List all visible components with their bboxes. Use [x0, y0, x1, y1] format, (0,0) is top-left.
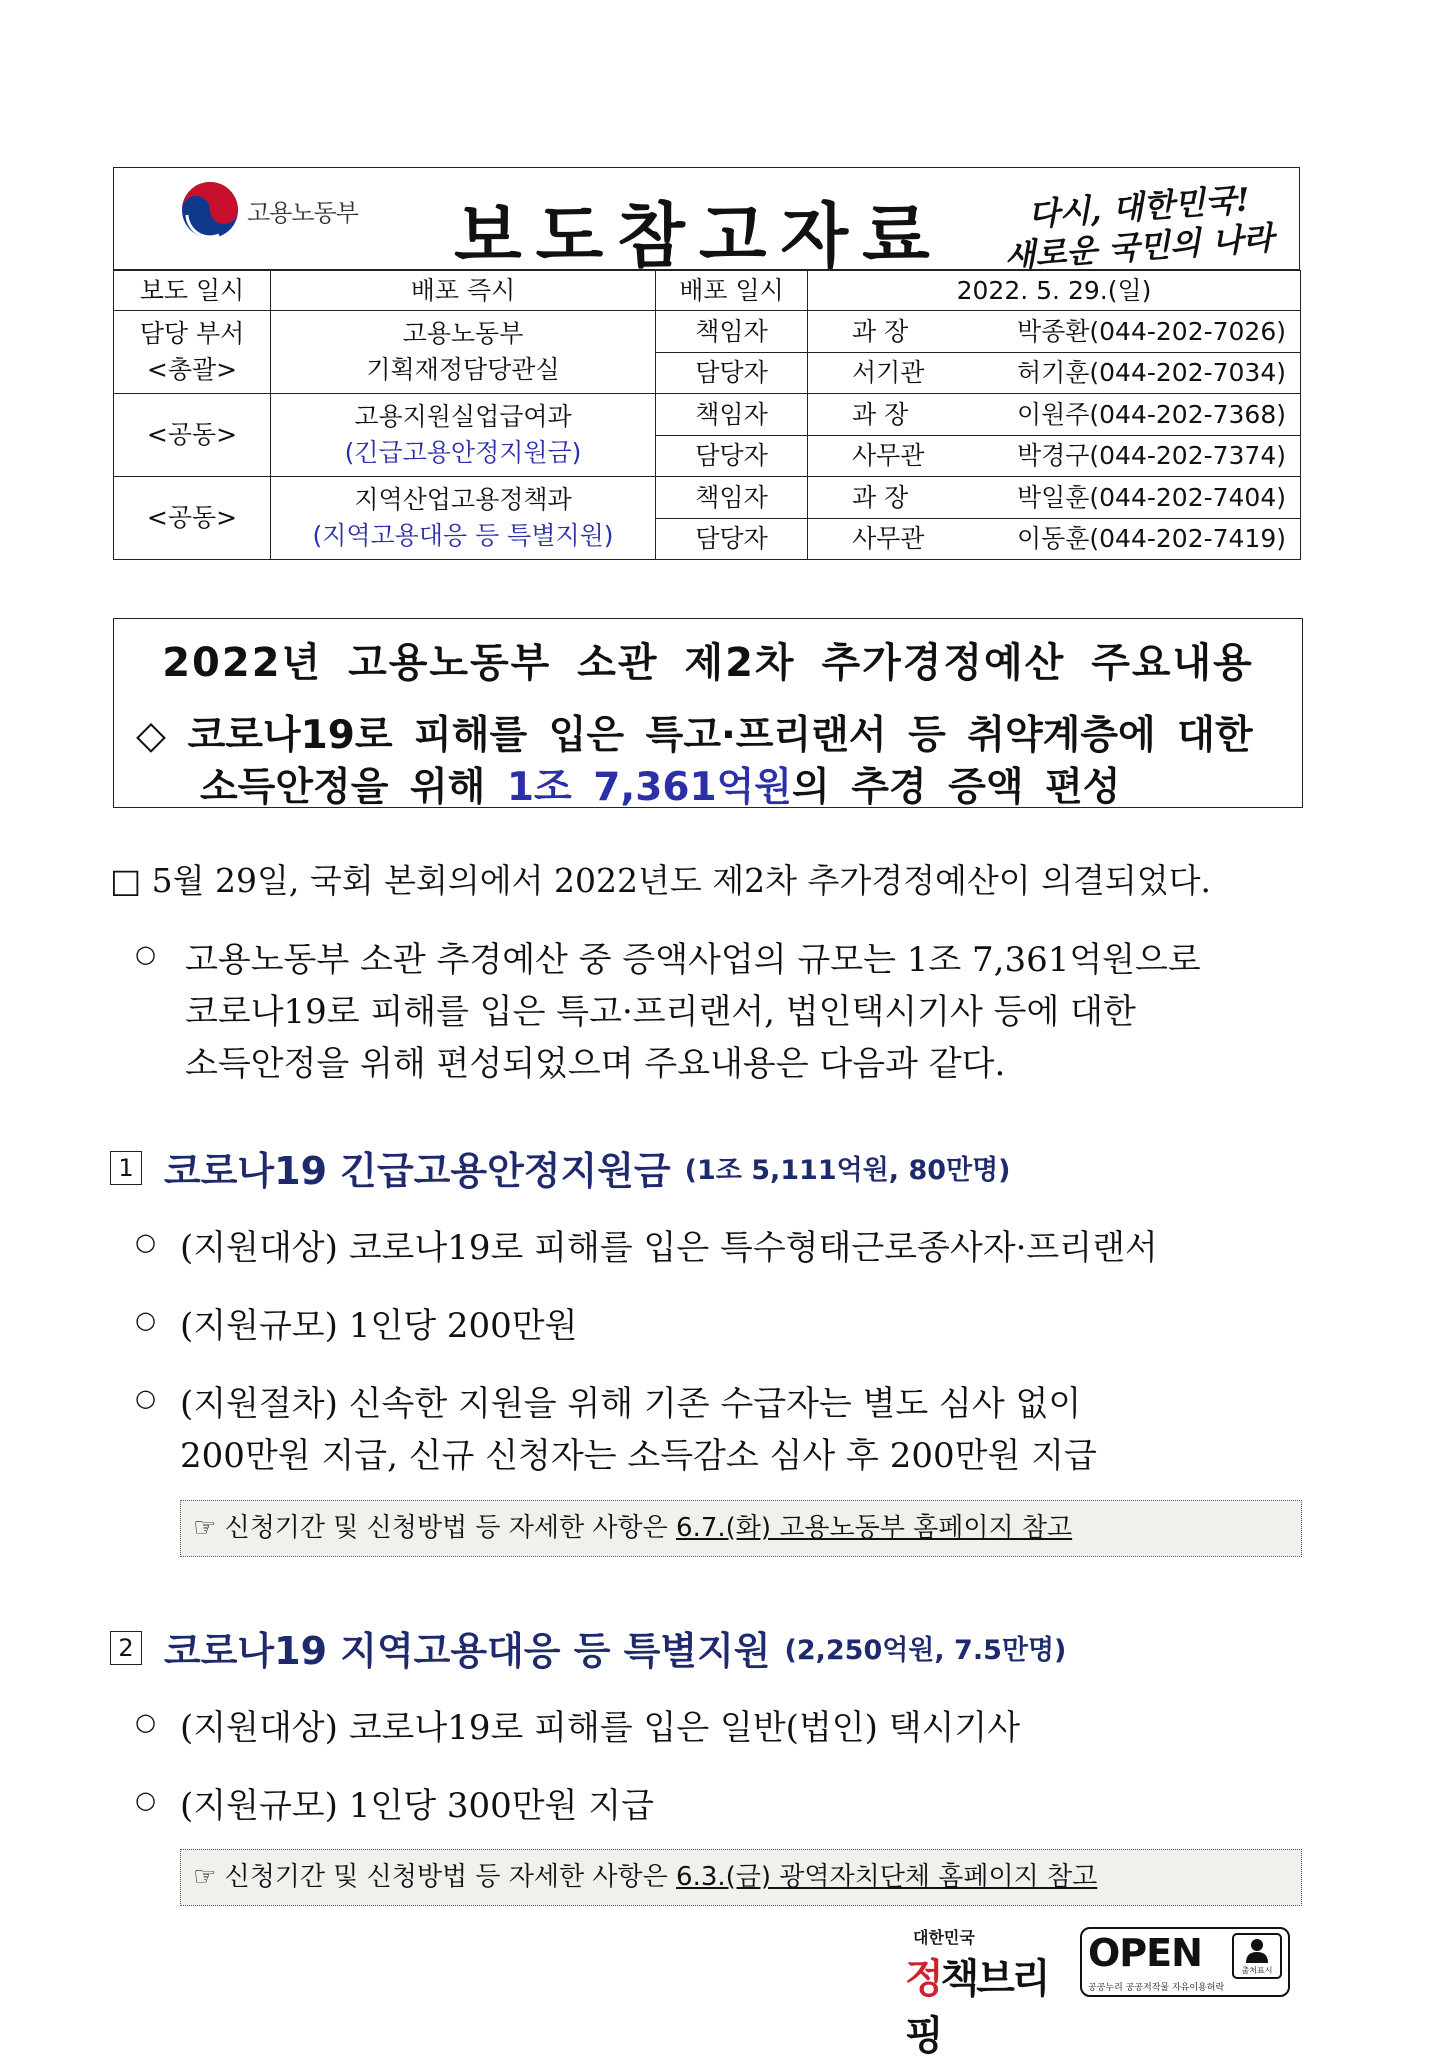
headline-amount: 1조 7,361억원 [506, 765, 792, 810]
attribution-icon [1232, 1933, 1282, 1979]
section-1-heading [110, 1140, 1011, 1195]
contact-name-phone: 이원주(044-202-7368) [1016, 399, 1286, 429]
dept-name-line: 지역산업고용정책과 [354, 485, 572, 514]
contact-position: 과 장 [852, 316, 909, 346]
contact-detail [808, 352, 1301, 394]
contact-position: 사무관 [852, 441, 925, 471]
dept-name-line: (지역고용대응 등 특별지원) [312, 521, 614, 550]
dept-role-line: <공동> [146, 420, 238, 449]
attribution-label: 출처표시 [1241, 1966, 1273, 1975]
ministry-name: 고용노동부 [247, 198, 358, 227]
person-icon [1234, 1935, 1280, 1965]
note-text: ☞ 신청기간 및 신청방법 등 자세한 사항은 [193, 1513, 677, 1543]
bullet-text-line: 소득안정을 위해 편성되었으며 주요내용은 다음과 같다. [185, 1044, 1006, 1084]
contact-position: 사무관 [852, 524, 925, 554]
contact-type: 책임자 [656, 477, 808, 519]
headline-box [113, 618, 1303, 808]
section-number: 1 [110, 1151, 142, 1185]
open-license-badge [1080, 1927, 1290, 1997]
brief-red-text: 정 [905, 1956, 941, 2002]
contact-position: 과 장 [852, 399, 909, 429]
contact-type: 책임자 [656, 311, 808, 353]
headline-title: 2022년 고용노동부 소관 제2차 추가경정예산 주요내용 [162, 640, 1254, 686]
contact-name-phone: 박경구(044-202-7374) [1016, 441, 1286, 471]
bullet-icon: ○ [135, 1786, 156, 1814]
release-value: 배포 즉시 [271, 271, 656, 311]
ministry-logo [179, 179, 358, 241]
headline-sub-line-2 [200, 756, 1120, 812]
page-title: 보도참고자료 [454, 195, 944, 277]
dept-name-cell [271, 311, 656, 394]
dept-role-cell [114, 394, 271, 477]
contact-name-phone: 박일훈(044-202-7404) [1016, 482, 1286, 512]
section-title: 코로나19 긴급고용안정지원금 [164, 1149, 671, 1193]
dept-name-line: (긴급고용안정지원금) [344, 438, 582, 467]
policy-briefing-logo [905, 1925, 1065, 2059]
brief-small-text: 대한민국 [913, 1928, 975, 1947]
release-label: 보도 일시 [114, 271, 271, 311]
headline-sub-text: 소득안정을 위해 [200, 765, 507, 810]
dept-role-line: <총괄> [146, 355, 238, 384]
contact-detail [808, 435, 1301, 477]
contact-type: 책임자 [656, 394, 808, 436]
contact-position: 과 장 [852, 482, 909, 512]
brief-big-text [905, 1947, 1065, 2061]
dept-name-cell [271, 394, 656, 477]
bullet-icon: ○ [135, 940, 156, 968]
contact-info-table [113, 270, 1301, 560]
section-1-note [180, 1500, 1302, 1557]
note-link-text: 6.3.(금) 광역자치단체 홈페이지 참고 [676, 1862, 1098, 1892]
dept-name-line: 고용노동부 [402, 319, 524, 348]
headline-sub-text: 의 추경 증액 편성 [791, 765, 1121, 810]
contact-name-phone: 박종환(044-202-7026) [1016, 316, 1286, 346]
contact-name-phone: 이동훈(044-202-7419) [1016, 524, 1286, 554]
contact-type: 담당자 [656, 435, 808, 477]
bullet-text-line: (지원대상) 코로나19로 피해를 입은 특수형태근로종사자·프리랜서 [180, 1228, 1158, 1268]
note-text: ☞ 신청기간 및 신청방법 등 자세한 사항은 [193, 1862, 677, 1892]
bullet-icon: ○ [135, 1708, 156, 1736]
table-row [114, 394, 1301, 436]
bullet-text-line: (지원대상) 코로나19로 피해를 입은 일반(법인) 택시기사 [180, 1708, 1021, 1748]
section-number: 2 [110, 1631, 142, 1665]
section-title: 코로나19 지역고용대응 등 특별지원 [164, 1629, 771, 1673]
bullet-text-line: 고용노동부 소관 추경예산 중 증액사업의 규모는 1조 7,361억원으로 [185, 940, 1201, 980]
note-link-text: 6.7.(화) 고용노동부 홈페이지 참고 [676, 1513, 1073, 1543]
contact-detail [808, 518, 1301, 560]
bullet-text-line: (지원절차) 신속한 지원을 위해 기존 수급자는 별도 심사 없이 [180, 1384, 1082, 1424]
headline-sub-line-1: ◇ 코로나19로 피해를 입은 특고·프리랜서 등 취약계층에 대한 [136, 713, 1253, 758]
open-word: OPEN [1088, 1931, 1202, 1975]
distribution-value: 2022. 5. 29.(일) [808, 271, 1301, 311]
bullet-icon: ○ [135, 1384, 156, 1412]
section-subtitle: (2,250억원, 7.5만명) [784, 1635, 1067, 1666]
government-slogan [994, 180, 1275, 276]
dept-role-line: <공동> [146, 503, 238, 532]
section-subtitle: (1조 5,111억원, 80만명) [684, 1155, 1011, 1186]
bullet-icon: ○ [135, 1228, 156, 1256]
dept-name-line: 고용지원실업급여과 [354, 402, 572, 431]
contact-type: 담당자 [656, 518, 808, 560]
press-header [113, 167, 1300, 277]
dept-name-cell [271, 477, 656, 560]
table-row [114, 311, 1301, 353]
table-row [114, 477, 1301, 519]
slogan-line-2: 새로운 국민의 나라 [1003, 218, 1275, 276]
distribution-label: 배포 일시 [656, 271, 808, 311]
bullet-icon: ○ [135, 1306, 156, 1334]
contact-detail [808, 311, 1301, 353]
dept-name-line: 기획재정담당관실 [366, 355, 560, 384]
dept-role-cell [114, 477, 271, 560]
contact-position: 서기관 [852, 358, 925, 388]
brief-black-text: 책브리핑 [905, 1956, 1048, 2059]
taegeuk-icon [179, 179, 241, 241]
section-2-heading [110, 1620, 1066, 1675]
dept-role-line: 담당 부서 [139, 319, 245, 348]
intro-paragraph: □ 5월 29일, 국회 본회의에서 2022년도 제2차 추가경정예산이 의결되었다. [110, 861, 1211, 900]
contact-type: 담당자 [656, 352, 808, 394]
section-2-note [180, 1849, 1302, 1906]
slogan-line-1: 다시, 대한민국! [1027, 180, 1252, 234]
contact-name-phone: 허기훈(044-202-7034) [1016, 358, 1286, 388]
open-foot-text: 공공누리 공공저작물 자유이용허락 [1088, 1983, 1225, 1993]
contact-detail [808, 394, 1301, 436]
dept-role-cell [114, 311, 271, 394]
bullet-text-line: (지원규모) 1인당 200만원 [180, 1306, 578, 1346]
bullet-text-line: 200만원 지급, 신규 신청자는 소득감소 심사 후 200만원 지급 [180, 1436, 1097, 1476]
bullet-text-line: (지원규모) 1인당 300만원 지급 [180, 1786, 654, 1826]
contact-detail [808, 477, 1301, 519]
release-row [114, 271, 1301, 311]
bullet-text-line: 코로나19로 피해를 입은 특고·프리랜서, 법인택시기사 등에 대한 [185, 992, 1136, 1032]
